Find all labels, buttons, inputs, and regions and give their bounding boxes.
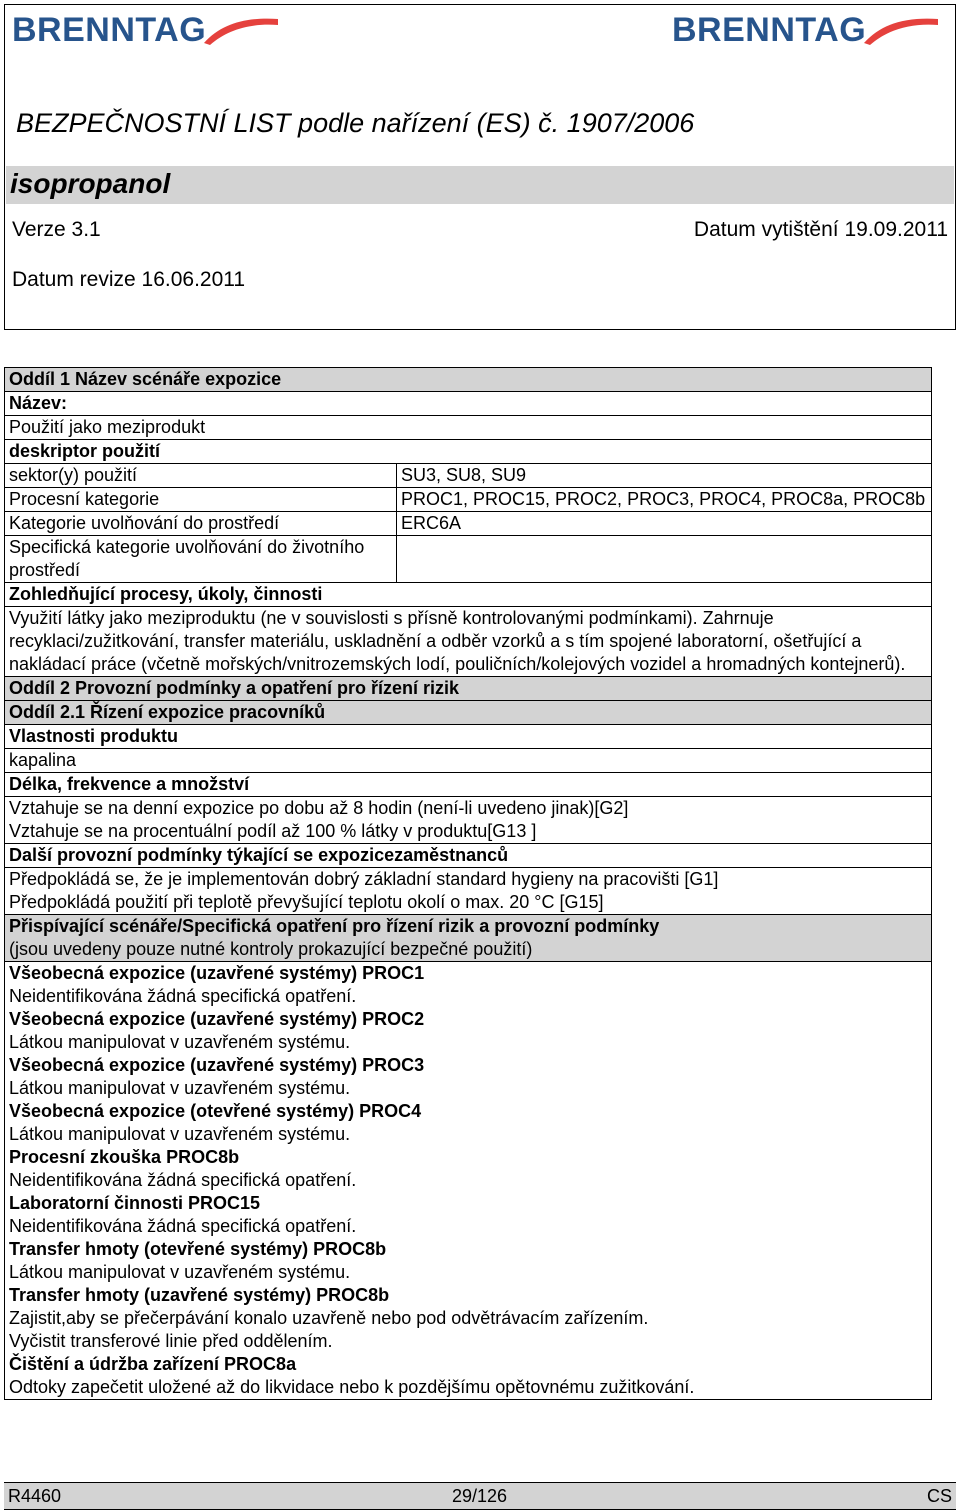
row-label: sektor(y) použití xyxy=(5,464,397,488)
measure-title: Čištění a údržba zařízení PROC8a xyxy=(9,1354,297,1374)
document-title: BEZPEČNOSTNÍ LIST podle nařízení (ES) č. 1907/2006 xyxy=(16,108,695,138)
table-row xyxy=(5,536,932,583)
measure-line: Neidentifikována žádná specifická opatření. xyxy=(9,986,357,1006)
measure-line: Látkou manipulovat v uzavřeném systému. xyxy=(9,1262,351,1282)
footer-language: CS xyxy=(926,1486,952,1506)
table-row xyxy=(5,512,932,536)
brenntag-logo-right xyxy=(672,4,940,56)
version-label: Verze 3.1 xyxy=(12,218,101,241)
measure-title: Všeobecná expozice (uzavřené systémy) PROC1 xyxy=(9,963,425,983)
name-value: Použití jako meziprodukt xyxy=(5,416,932,440)
section21-title: Oddíl 2.1 Řízení expozice pracovníků xyxy=(5,701,932,725)
measure-line: Látkou manipulovat v uzavřeném systému. xyxy=(9,1032,351,1052)
measure-line: Látkou manipulovat v uzavřeném systému. xyxy=(9,1078,351,1098)
measure-line: Látkou manipulovat v uzavřeném systému. xyxy=(9,1124,351,1144)
measure-line: Zajistit,aby se přečerpávání konalo uzavřeně nebo pod odvětrávacím zařízením. xyxy=(9,1308,649,1328)
duration-line: Vztahuje se na denní expozice po dobu až 8 hodin (není-li uvedeno jinak)[G2] xyxy=(9,798,629,818)
logo-wordmark: BRENNTAG xyxy=(672,11,867,49)
row-value: PROC1, PROC15, PROC2, PROC3, PROC4, PROC8a, PROC8b xyxy=(397,488,932,512)
logo-wordmark: BRENNTAG xyxy=(12,11,207,49)
duration-lines xyxy=(5,797,932,844)
footer-code: R4460 xyxy=(8,1486,62,1506)
section1-title: Oddíl 1 Název scénáře expozice xyxy=(5,368,932,392)
exposure-scenario-table xyxy=(4,367,932,1400)
row-value: SU3, SU8, SU9 xyxy=(397,464,932,488)
measure-title: Všeobecná expozice (uzavřené systémy) PROC3 xyxy=(9,1055,425,1075)
measure-title: Procesní zkouška PROC8b xyxy=(9,1147,240,1167)
logo-swoosh-icon xyxy=(862,13,940,47)
name-label: Název: xyxy=(5,392,932,416)
processes-label: Zohledňující procesy, úkoly, činnosti xyxy=(5,583,932,607)
table-row xyxy=(5,488,932,512)
product-props-label: Vlastnosti produktu xyxy=(5,725,932,749)
page-footer xyxy=(4,1482,956,1510)
product-name: isopropanol xyxy=(10,168,171,199)
other-conditions-lines xyxy=(5,868,932,915)
measure-title: Všeobecná expozice (uzavřené systémy) PROC2 xyxy=(9,1009,425,1029)
measure-title: Všeobecná expozice (otevřené systémy) PROC4 xyxy=(9,1101,422,1121)
other-line: Předpokládá použití při teplotě převyšující teplotu okolí o max. 20 °C [G15] xyxy=(9,892,604,912)
processes-text: Využití látky jako meziproduktu (ne v souvislosti s přísně kontrolovanými podmínkami). Zahrnuje recyklaci/zužitkování, transfer materiálu, uskladnění a odběr vzorků a s tím spojené laboratorní, ošetřující a nakládací práce (včetně mořských/vnitrozemských lodí, pouličních/kolejových vozidel a hromadných kontejnerů). xyxy=(5,607,932,677)
descriptor-label: deskriptor použití xyxy=(5,440,932,464)
page-number: 29/126 xyxy=(452,1486,508,1506)
other-conditions-label: Další provozní podmínky týkající se expozicezaměstnanců xyxy=(5,844,932,868)
brenntag-logo-left xyxy=(12,4,280,56)
row-value: ERC6A xyxy=(397,512,932,536)
row-label: Procesní kategorie xyxy=(5,488,397,512)
table-row xyxy=(5,464,932,488)
contributing-note: (jsou uvedeny pouze nutné kontroly prokazující bezpečné použití) xyxy=(9,939,533,959)
duration-label: Délka, frekvence a množství xyxy=(5,773,932,797)
row-label: Specifická kategorie uvolňování do životního prostředí xyxy=(5,536,397,583)
measure-line: Neidentifikována žádná specifická opatření. xyxy=(9,1216,357,1236)
measures-cell xyxy=(5,962,932,1400)
row-label: Kategorie uvolňování do prostředí xyxy=(5,512,397,536)
row-value xyxy=(397,536,932,583)
logo-swoosh-icon xyxy=(202,13,280,47)
section2-title: Oddíl 2 Provozní podmínky a opatření pro řízení rizik xyxy=(5,677,932,701)
contributing-header xyxy=(5,915,932,962)
other-line: Předpokládá se, že je implementován dobrý základní standard hygieny na pracovišti [G1] xyxy=(9,869,719,889)
measure-title: Laboratorní činnosti PROC15 xyxy=(9,1193,261,1213)
print-date: Datum vytištění 19.09.2011 xyxy=(693,218,948,241)
duration-line: Vztahuje se na procentuální podíl až 100 % látky v produktu[G13 ] xyxy=(9,821,537,841)
measure-line: Neidentifikována žádná specifická opatření. xyxy=(9,1170,357,1190)
measure-line: Vyčistit transferové linie před oddělením. xyxy=(9,1331,333,1351)
measure-title: Transfer hmoty (uzavřené systémy) PROC8b xyxy=(9,1285,390,1305)
revision-date: Datum revize 16.06.2011 xyxy=(12,268,246,291)
product-props-value: kapalina xyxy=(5,749,932,773)
measure-line: Odtoky zapečetit uložené až do likvidace nebo k pozdějšímu opětovnému zužitkování. xyxy=(9,1377,695,1397)
measure-title: Transfer hmoty (otevřené systémy) PROC8b xyxy=(9,1239,387,1259)
contributing-label: Přispívající scénáře/Specifická opatření pro řízení rizik a provozní podmínky xyxy=(9,916,660,936)
